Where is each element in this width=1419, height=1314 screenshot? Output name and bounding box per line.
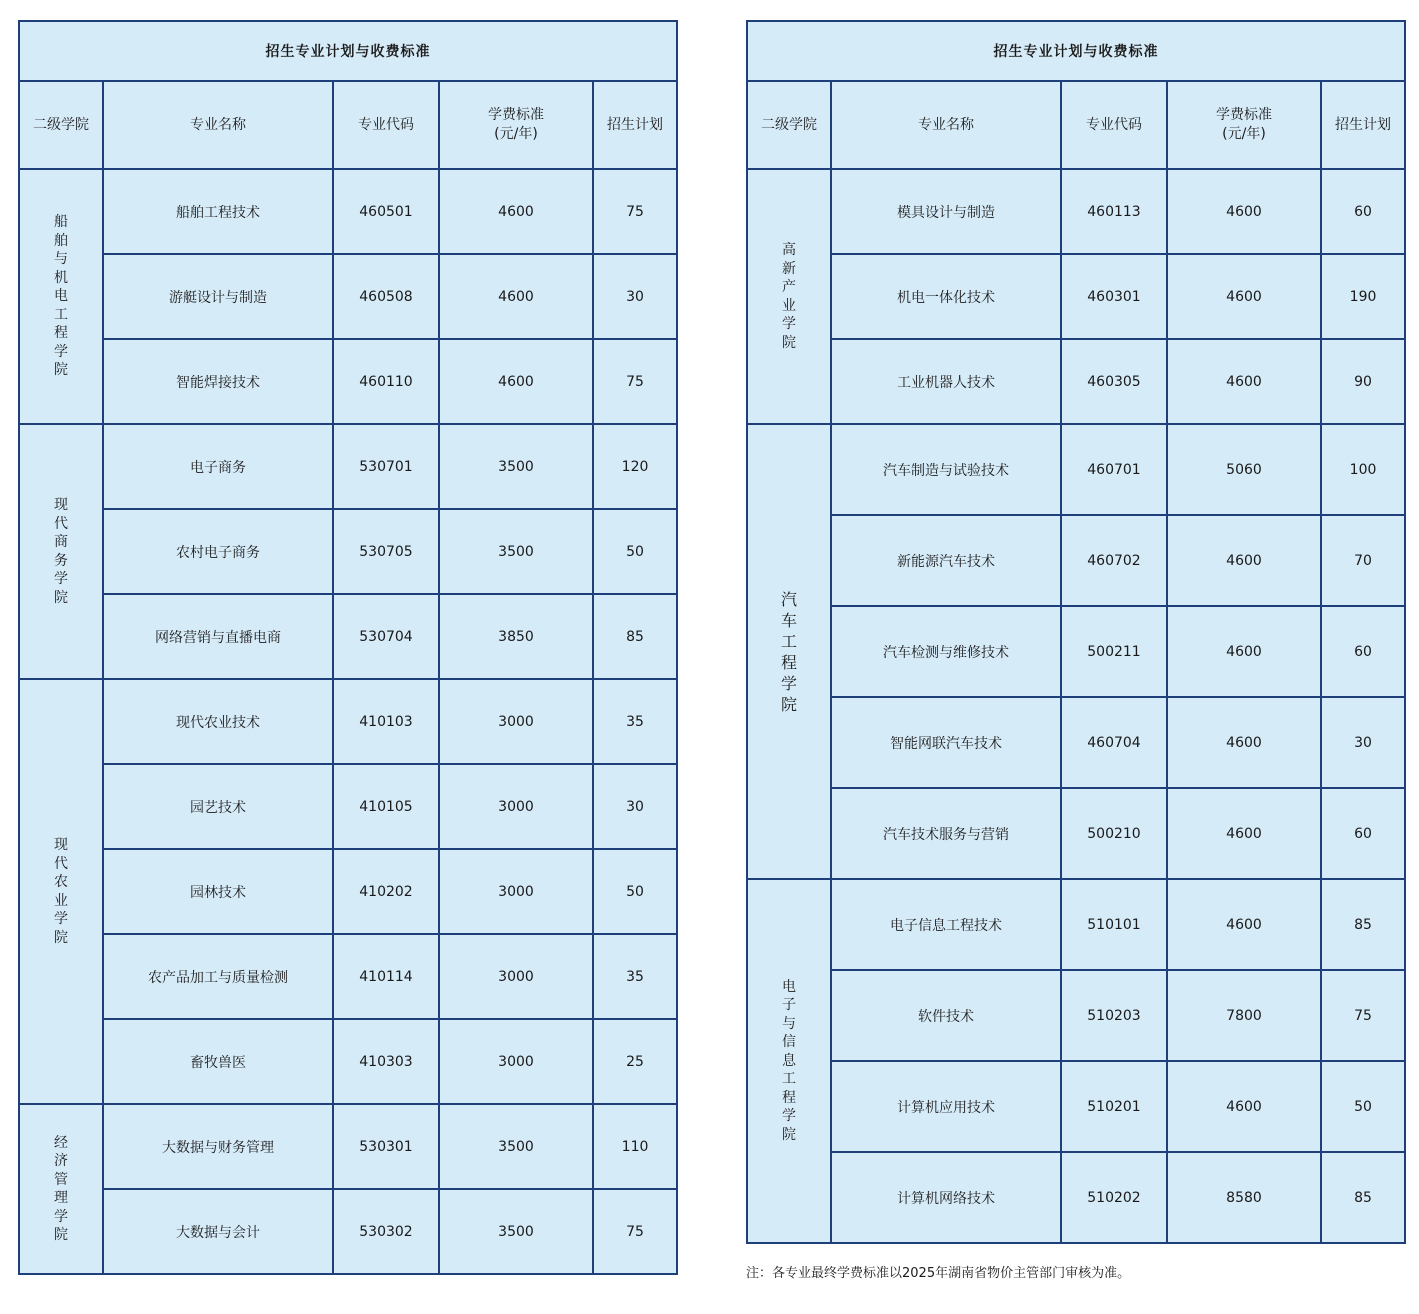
college-name: 现代农业学院 (54, 837, 68, 946)
table-row (19, 849, 677, 934)
table-row (19, 679, 677, 764)
major-code-cell: 460704 (1061, 697, 1167, 788)
major-name-cell: 农产品加工与质量检测 (103, 934, 333, 1019)
major-name-cell: 新能源汽车技术 (831, 515, 1061, 606)
fee-footnote: 注：各专业最终学费标准以2025年湖南省物价主管部门审核为准。 (746, 1266, 1131, 1281)
major-name-cell: 大数据与会计 (103, 1189, 333, 1274)
table-row (747, 1061, 1405, 1152)
enrollment-plan-cell: 100 (1321, 424, 1405, 515)
major-name-cell: 网络营销与直播电商 (103, 594, 333, 679)
table-row (19, 594, 677, 679)
enrollment-plan-cell: 85 (593, 594, 677, 679)
enrollment-plan-cell: 75 (593, 1189, 677, 1274)
header-fee (1167, 81, 1321, 169)
major-name-cell: 智能网联汽车技术 (831, 697, 1061, 788)
major-name-cell: 汽车技术服务与营销 (831, 788, 1061, 879)
tuition-fee-cell: 4600 (1167, 879, 1321, 970)
college-name-cell (747, 169, 831, 424)
table-row (19, 339, 677, 424)
table-row (747, 424, 1405, 515)
major-code-cell: 460113 (1061, 169, 1167, 254)
major-name-cell: 电子商务 (103, 424, 333, 509)
major-code-cell: 530705 (333, 509, 439, 594)
table-row (747, 606, 1405, 697)
enrollment-plan-cell: 30 (1321, 697, 1405, 788)
college-name: 经济管理学院 (54, 1134, 68, 1243)
header-major: 专业名称 (831, 81, 1061, 169)
major-code-cell: 530704 (333, 594, 439, 679)
table-row (19, 169, 677, 254)
table-row (19, 509, 677, 594)
enrollment-plan-cell: 35 (593, 679, 677, 764)
tuition-fee-cell: 4600 (439, 169, 593, 254)
major-code-cell: 460701 (1061, 424, 1167, 515)
header-plan: 招生计划 (1321, 81, 1405, 169)
table-row (19, 424, 677, 509)
major-name-cell: 模具设计与制造 (831, 169, 1061, 254)
header-college: 二级学院 (747, 81, 831, 169)
major-name-cell: 园林技术 (103, 849, 333, 934)
tuition-fee-cell: 4600 (1167, 515, 1321, 606)
table-row (747, 1152, 1405, 1243)
tuition-fee-cell: 3500 (439, 509, 593, 594)
tuition-fee-cell: 3500 (439, 424, 593, 509)
title-row (19, 21, 677, 81)
major-name-cell: 计算机网络技术 (831, 1152, 1061, 1243)
enrollment-plan-cell: 30 (593, 764, 677, 849)
table-row (747, 970, 1405, 1061)
header-row (19, 81, 677, 169)
tuition-fee-cell: 4600 (439, 254, 593, 339)
table-row (747, 788, 1405, 879)
major-name-cell: 工业机器人技术 (831, 339, 1061, 424)
enrollment-plan-cell: 60 (1321, 169, 1405, 254)
tuition-fee-cell: 3000 (439, 1019, 593, 1104)
tuition-fee-cell: 3850 (439, 594, 593, 679)
major-name-cell: 农村电子商务 (103, 509, 333, 594)
major-name-cell: 畜牧兽医 (103, 1019, 333, 1104)
major-code-cell: 500211 (1061, 606, 1167, 697)
tuition-fee-cell: 4600 (1167, 606, 1321, 697)
enrollment-plan-cell: 85 (1321, 879, 1405, 970)
enrollment-plan-cell: 25 (593, 1019, 677, 1104)
college-name-cell (19, 424, 103, 679)
header-plan: 招生计划 (593, 81, 677, 169)
major-code-cell: 410105 (333, 764, 439, 849)
major-code-cell: 460110 (333, 339, 439, 424)
major-name-cell: 汽车制造与试验技术 (831, 424, 1061, 515)
enrollment-plan-cell: 75 (593, 339, 677, 424)
tuition-fee-cell: 4600 (1167, 1061, 1321, 1152)
enrollment-plan-cell: 60 (1321, 788, 1405, 879)
tuition-fee-cell: 3500 (439, 1104, 593, 1189)
major-code-cell: 530302 (333, 1189, 439, 1274)
table-row (747, 697, 1405, 788)
table-row (19, 1019, 677, 1104)
enrollment-plan-cell: 50 (593, 509, 677, 594)
header-row (747, 81, 1405, 169)
tuition-fee-cell: 4600 (439, 339, 593, 424)
enrollment-plan-cell: 75 (593, 169, 677, 254)
table-title: 招生专业计划与收费标准 (19, 21, 677, 81)
tuition-fee-cell: 4600 (1167, 254, 1321, 339)
tuition-fee-cell: 7800 (1167, 970, 1321, 1061)
college-name: 船舶与机电工程学院 (54, 214, 68, 379)
enrollment-plan-cell: 85 (1321, 1152, 1405, 1243)
major-code-cell: 410202 (333, 849, 439, 934)
tuition-fee-cell: 3000 (439, 679, 593, 764)
college-name-cell (747, 424, 831, 879)
tuition-fee-cell: 3000 (439, 934, 593, 1019)
major-name-cell: 电子信息工程技术 (831, 879, 1061, 970)
enrollment-plan-cell: 60 (1321, 606, 1405, 697)
table-row (747, 515, 1405, 606)
college-name-cell (19, 169, 103, 424)
enrollment-plan-cell: 30 (593, 254, 677, 339)
table-row (19, 254, 677, 339)
tuition-fee-cell: 4600 (1167, 339, 1321, 424)
header-fee-line2: (元/年) (494, 126, 538, 142)
enrollment-plan-cell: 75 (1321, 970, 1405, 1061)
header-fee-line1: 学费标准 (488, 107, 544, 123)
table-row (747, 169, 1405, 254)
enrollment-plan-cell: 50 (593, 849, 677, 934)
table-row (19, 1104, 677, 1189)
header-fee (439, 81, 593, 169)
table-row (747, 879, 1405, 970)
tuition-fee-cell: 4600 (1167, 788, 1321, 879)
table-row (19, 1189, 677, 1274)
major-code-cell: 460301 (1061, 254, 1167, 339)
major-code-cell: 410114 (333, 934, 439, 1019)
major-name-cell: 园艺技术 (103, 764, 333, 849)
major-code-cell: 460508 (333, 254, 439, 339)
enrollment-plan-cell: 110 (593, 1104, 677, 1189)
table-row (19, 764, 677, 849)
college-name-cell (19, 679, 103, 1104)
left-fee-table-panel (18, 20, 678, 1275)
major-name-cell: 计算机应用技术 (831, 1061, 1061, 1152)
table-row (19, 934, 677, 1019)
tuition-fee-cell: 4600 (1167, 169, 1321, 254)
college-name-cell (747, 879, 831, 1243)
table-row (747, 339, 1405, 424)
title-row (747, 21, 1405, 81)
enrollment-plan-cell: 120 (593, 424, 677, 509)
college-name: 电子与信息工程学院 (782, 978, 796, 1143)
major-code-cell: 410103 (333, 679, 439, 764)
major-name-cell: 船舶工程技术 (103, 169, 333, 254)
major-code-cell: 510101 (1061, 879, 1167, 970)
enrollment-plan-cell: 35 (593, 934, 677, 1019)
tuition-fee-cell: 4600 (1167, 697, 1321, 788)
enrollment-plan-cell: 190 (1321, 254, 1405, 339)
major-name-cell: 现代农业技术 (103, 679, 333, 764)
major-code-cell: 410303 (333, 1019, 439, 1104)
major-name-cell: 大数据与财务管理 (103, 1104, 333, 1189)
major-name-cell: 软件技术 (831, 970, 1061, 1061)
major-code-cell: 530701 (333, 424, 439, 509)
header-fee-line2: (元/年) (1222, 126, 1266, 142)
college-name: 高新产业学院 (782, 242, 796, 351)
header-code: 专业代码 (1061, 81, 1167, 169)
major-code-cell: 510201 (1061, 1061, 1167, 1152)
table-title: 招生专业计划与收费标准 (747, 21, 1405, 81)
enrollment-plan-cell: 70 (1321, 515, 1405, 606)
enrollment-plan-cell: 50 (1321, 1061, 1405, 1152)
table-row (747, 254, 1405, 339)
college-name: 汽车工程学院 (780, 589, 797, 714)
header-code: 专业代码 (333, 81, 439, 169)
header-college: 二级学院 (19, 81, 103, 169)
major-code-cell: 510202 (1061, 1152, 1167, 1243)
college-name-cell (19, 1104, 103, 1274)
major-code-cell: 460501 (333, 169, 439, 254)
major-name-cell: 汽车检测与维修技术 (831, 606, 1061, 697)
major-name-cell: 机电一体化技术 (831, 254, 1061, 339)
right-fee-table-panel (746, 20, 1406, 1244)
tuition-fee-cell: 8580 (1167, 1152, 1321, 1243)
college-name: 现代商务学院 (54, 497, 68, 606)
header-fee-line1: 学费标准 (1216, 107, 1272, 123)
header-major: 专业名称 (103, 81, 333, 169)
major-name-cell: 游艇设计与制造 (103, 254, 333, 339)
fee-table-left (18, 20, 678, 1275)
tuition-fee-cell: 3000 (439, 764, 593, 849)
major-code-cell: 510203 (1061, 970, 1167, 1061)
tuition-fee-cell: 5060 (1167, 424, 1321, 515)
major-code-cell: 500210 (1061, 788, 1167, 879)
major-code-cell: 460702 (1061, 515, 1167, 606)
major-name-cell: 智能焊接技术 (103, 339, 333, 424)
tuition-fee-cell: 3000 (439, 849, 593, 934)
enrollment-plan-cell: 90 (1321, 339, 1405, 424)
major-code-cell: 460305 (1061, 339, 1167, 424)
tuition-fee-cell: 3500 (439, 1189, 593, 1274)
major-code-cell: 530301 (333, 1104, 439, 1189)
fee-table-right (746, 20, 1406, 1244)
